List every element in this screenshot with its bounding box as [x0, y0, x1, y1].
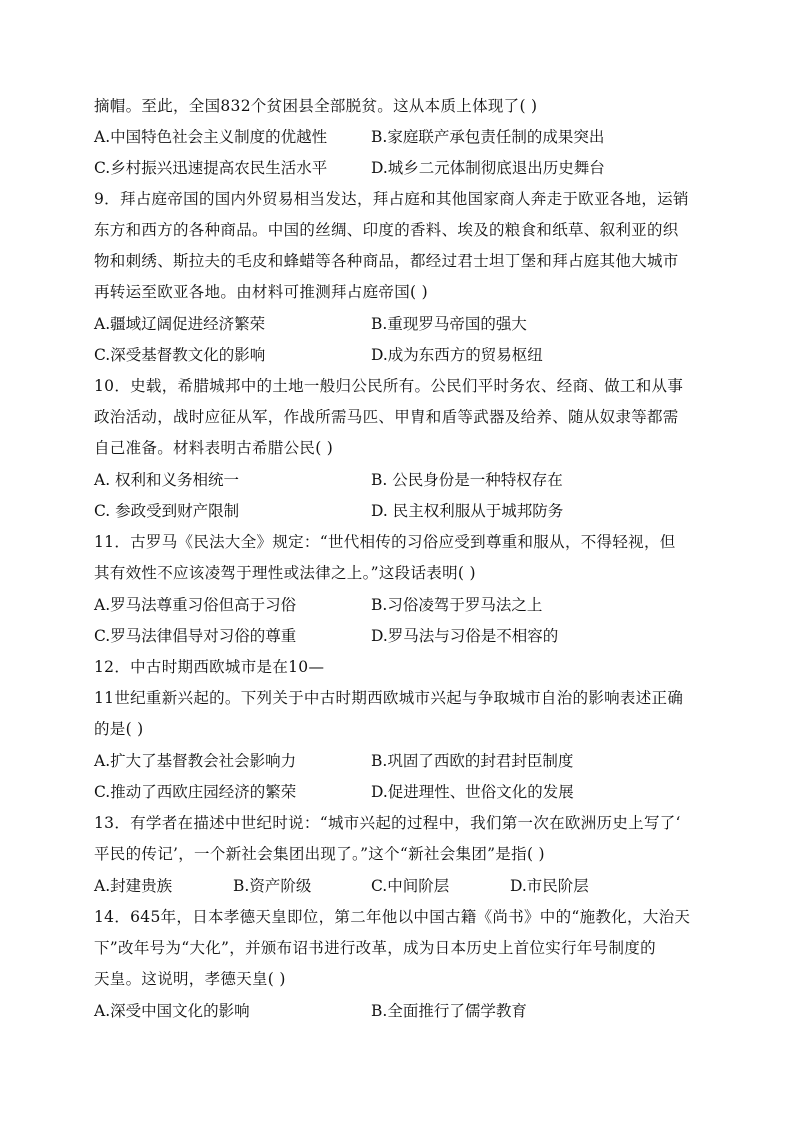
q10-option-d: D. 民主权利服从于城邦防务: [371, 502, 564, 520]
q14-option-a: A.深受中国文化的影响: [94, 1002, 250, 1020]
q9-stem-line: 东方和西方的各种商品。中国的丝绸、印度的香料、埃及的粮食和纸草、叙利亚的织: [94, 221, 679, 239]
q14-option-b: B.全面推行了儒学教育: [371, 1002, 527, 1020]
q13-option-d: D.市民阶层: [510, 877, 589, 895]
q12-stem-line: 的是( ): [94, 720, 144, 738]
q9-stem-line: 9．拜占庭帝国的国内外贸易相当发达，拜占庭和其他国家商人奔走于欧亚各地，运销: [94, 190, 689, 208]
q11-option-c: C.罗马法律倡导对习俗的尊重: [94, 627, 297, 645]
q10-stem-line: 政治活动，战时应征从军，作战所需马匹、甲胄和盾等武器及给养、随从奴隶等都需: [94, 408, 679, 426]
q13-option-a: A.封建贵族: [94, 877, 173, 895]
q12-option-c: C.推动了西欧庄园经济的繁荣: [94, 783, 297, 801]
q13-stem-line: 平民的传记’，一个新社会集团出现了。”这个“新社会集团”是指( ): [94, 845, 545, 863]
q9-option-c: C.深受基督教文化的影响: [94, 346, 266, 364]
q10-stem-line: 10．史载，希腊城邦中的土地一般归公民所有。公民们平时务农、经商、做工和从事: [94, 377, 684, 395]
q8-option-a: A.中国特色社会主义制度的优越性: [94, 128, 328, 146]
q11-option-d: D.罗马法与习俗是不相容的: [371, 627, 559, 645]
q11-stem-line: 11．古罗马《民法大全》规定：“世代相传的习俗应受到尊重和服从，不得轻视，但: [94, 533, 676, 551]
q11-option-b: B.习俗凌驾于罗马法之上: [371, 596, 543, 614]
q9-stem-line: 物和刺绣、斯拉夫的毛皮和蜂蜡等各种商品，都经过君士坦丁堡和拜占庭其他大城市: [94, 252, 679, 270]
q10-option-c: C. 参政受到财产限制: [94, 502, 240, 520]
q9-option-b: B.重现罗马帝国的强大: [371, 315, 527, 333]
q11-option-a: A.罗马法尊重习俗但高于习俗: [94, 596, 297, 614]
q8-stem-tail: 摘帽。至此，全国832个贫困县全部脱贫。这从本质上体现了( ): [94, 97, 538, 115]
q8-option-d: D.城乡二元体制彻底退出历史舞台: [371, 159, 605, 177]
q13-option-c: C.中间阶层: [371, 877, 450, 895]
q12-stem-line: 11世纪重新兴起的。下列关于中古时期西欧城市兴起与争取城市自治的影响表述正确: [94, 689, 684, 707]
q9-option-d: D.成为东西方的贸易枢纽: [371, 346, 543, 364]
q10-stem-line: 自己准备。材料表明古希腊公民( ): [94, 439, 334, 457]
q12-stem-line: 12．中古时期西欧城市是在10—: [94, 658, 325, 676]
q9-stem-line: 再转运至欧亚各地。由材料可推测拜占庭帝国( ): [94, 283, 428, 301]
q8-option-b: B.家庭联产承包责任制的成果突出: [371, 128, 605, 146]
q12-option-a: A.扩大了基督教会社会影响力: [94, 752, 297, 770]
q14-stem-line: 下”改年号为“大化”，并颁布诏书进行改革，成为日本历史上首位实行年号制度的: [94, 939, 656, 957]
q12-option-d: D.促进理性、世俗文化的发展: [371, 783, 574, 801]
q10-option-b: B. 公民身份是一种特权存在: [371, 471, 563, 489]
q9-option-a: A.疆域辽阔促进经济繁荣: [94, 315, 266, 333]
q8-option-c: C.乡村振兴迅速提高农民生活水平: [94, 159, 328, 177]
q13-stem-line: 13．有学者在描述中世纪时说：“城市兴起的过程中，我们第一次在欧洲历史上写了‘: [94, 814, 681, 832]
q14-stem-line: 天皇。这说明，孝德天皇( ): [94, 970, 286, 988]
q14-stem-line: 14．645年，日本孝德天皇即位，第二年他以中国古籍《尚书》中的“施教化，大治天: [94, 908, 691, 926]
q13-option-b: B.资产阶级: [233, 877, 312, 895]
q11-stem-line: 其有效性不应该凌驾于理性或法律之上。”这段话表明( ): [94, 564, 476, 582]
q10-option-a: A. 权利和义务相统一: [94, 471, 240, 489]
q12-option-b: B.巩固了西欧的封君封臣制度: [371, 752, 574, 770]
